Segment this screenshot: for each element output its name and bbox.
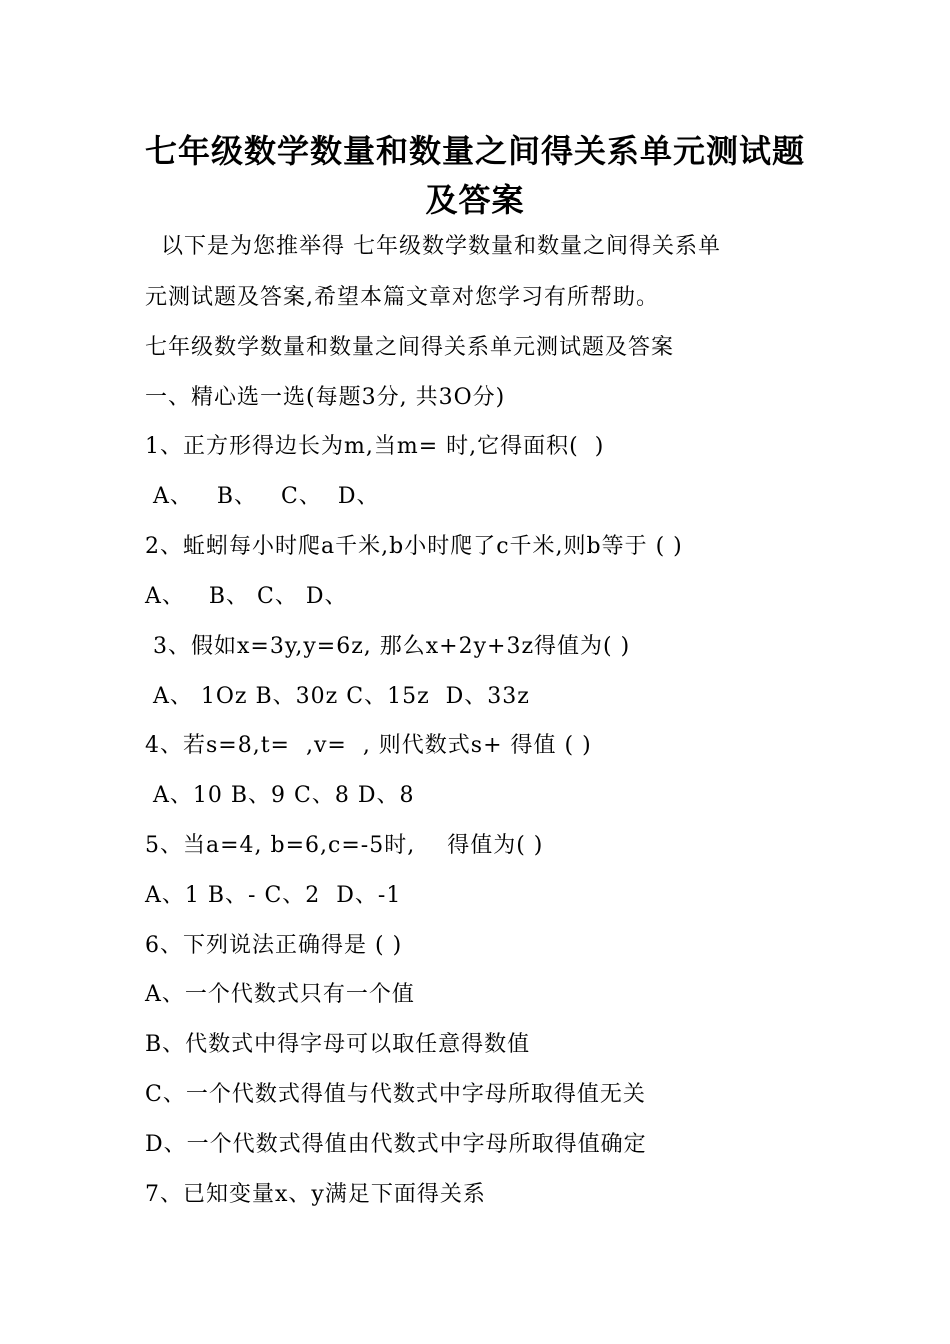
document-title-line-2: 及答案 xyxy=(425,181,525,219)
question-5-options: A、1 B、- C、2 D、-1 xyxy=(145,883,402,908)
question-6-option-b: B、代数式中得字母可以取任意得数值 xyxy=(145,1032,531,1057)
intro-line-1: 以下是为您推举得 七年级数学数量和数量之间得关系单 xyxy=(145,234,721,259)
question-6-option-d: D、一个代数式得值由代数式中字母所取得值确定 xyxy=(145,1132,647,1157)
document-title-line-1: 七年级数学数量和数量之间得关系单元测试题 xyxy=(144,132,805,170)
question-1: 1、正方形得边长为m,当m= 时,它得面积( ) xyxy=(145,434,605,459)
question-6: 6、下列说法正确得是 ( ) xyxy=(145,933,403,958)
question-3-options: A、 1Oz B、30z C、15z D、33z xyxy=(145,684,530,709)
question-3: 3、假如x=3y,y=6z, 那么x+2y+3z得值为( ) xyxy=(145,634,631,659)
question-2-options: A、 B、 C、 D、 xyxy=(145,584,348,609)
question-5: 5、当a=4, b=6,c=-5时, 得值为( ) xyxy=(145,833,544,858)
question-6-option-c: C、一个代数式得值与代数式中字母所取得值无关 xyxy=(145,1082,646,1107)
question-4: 4、若s=8,t= ,v= , 则代数式s+ 得值 ( ) xyxy=(145,733,592,758)
subtitle-line: 七年级数学数量和数量之间得关系单元测试题及答案 xyxy=(145,335,675,360)
intro-line-2: 元测试题及答案,希望本篇文章对您学习有所帮助。 xyxy=(145,285,659,310)
question-1-options: A、 B、 C、 D、 xyxy=(145,484,380,509)
section-heading: 一、精心选一选(每题3分, 共3O分) xyxy=(145,385,506,410)
question-2: 2、蚯蚓每小时爬a千米,b小时爬了c千米,则b等于 ( ) xyxy=(145,534,683,559)
question-6-option-a: A、一个代数式只有一个值 xyxy=(145,982,415,1007)
question-7: 7、已知变量x、y满足下面得关系 xyxy=(145,1182,486,1207)
question-4-options: A、10 B、9 C、8 D、8 xyxy=(145,783,415,808)
